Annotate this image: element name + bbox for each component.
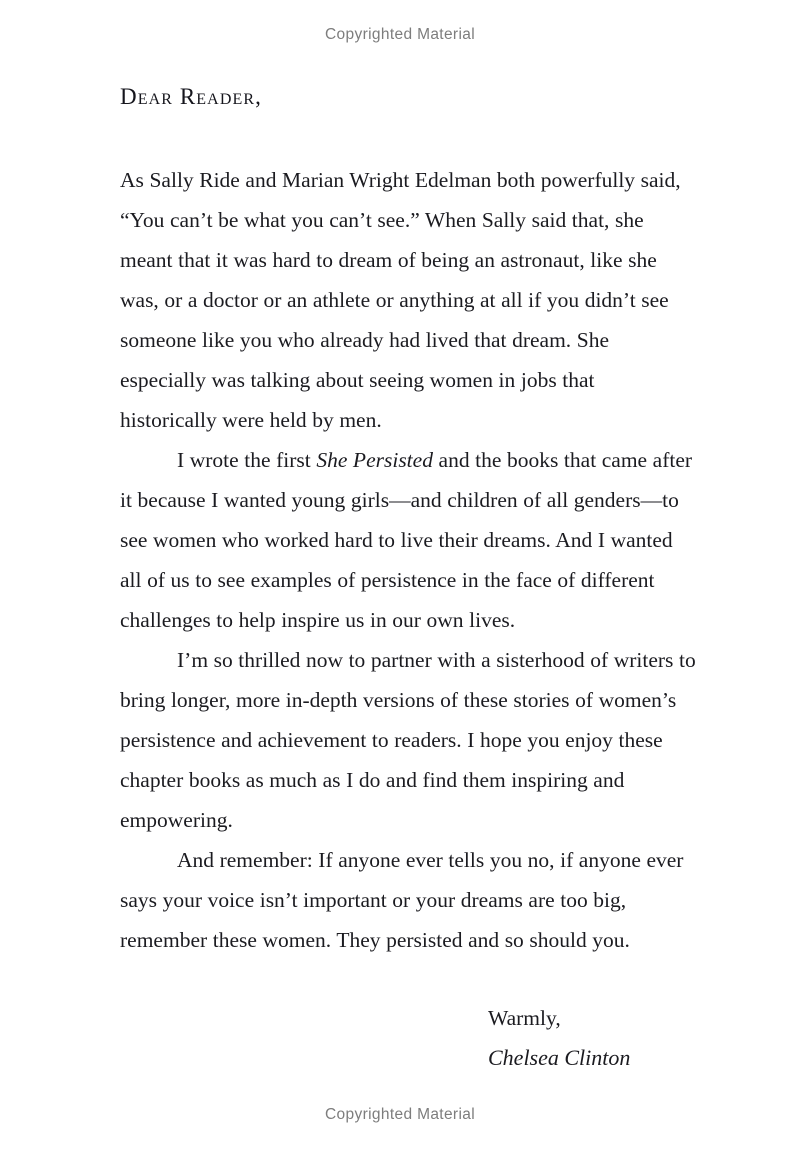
closing-signature: Chelsea Clinton bbox=[488, 1045, 631, 1070]
copyright-watermark-bottom: Copyrighted Material bbox=[324, 1106, 475, 1123]
closing-valediction: Warmly, bbox=[488, 1006, 561, 1030]
letter-paragraph-1: As Sally Ride and Marian Wright Edelman both powerfully said, “You can’t be what you can’t see.” When Sally said that, she meant that it was hard to dream of being an astronaut, like she was, or a doctor or an athlete or anything at all if you didn’t see someone like you who already had lived that dream. She especially was talking about seeing women in jobs that historically were held by men. bbox=[120, 168, 681, 432]
letter-closing bbox=[488, 998, 788, 1078]
letter-paragraph-3: I’m so thrilled now to partner with a sisterhood of writers to bring longer, more in-depth versions of these stories of women’s persistence and achievement to readers. I hope you enjoy these chapter books as much as I do and find them inspiring and empowering. bbox=[120, 648, 696, 832]
paragraph-2-text-after: and the books that came after it because I wanted young girls—and children of all genders—to see women who worked hard to live their dreams. And I wanted all of us to see examples of persistence in the face of different challenges to help inspire us in our own lives. bbox=[120, 448, 693, 632]
copyright-watermark-top: Copyrighted Material bbox=[324, 26, 475, 43]
book-title-she-persisted: She Persisted bbox=[316, 448, 433, 472]
letter-paragraph-4: And remember: If anyone ever tells you no, if anyone ever says your voice isn’t important or your dreams are too big, remember these women. They persisted and so should you. bbox=[120, 848, 684, 952]
letter-body bbox=[120, 160, 696, 960]
letter-paragraph-2 bbox=[120, 440, 696, 640]
letter-salutation: Dear Reader, bbox=[120, 84, 262, 109]
paragraph-2-text-before: I wrote the first bbox=[177, 448, 317, 472]
